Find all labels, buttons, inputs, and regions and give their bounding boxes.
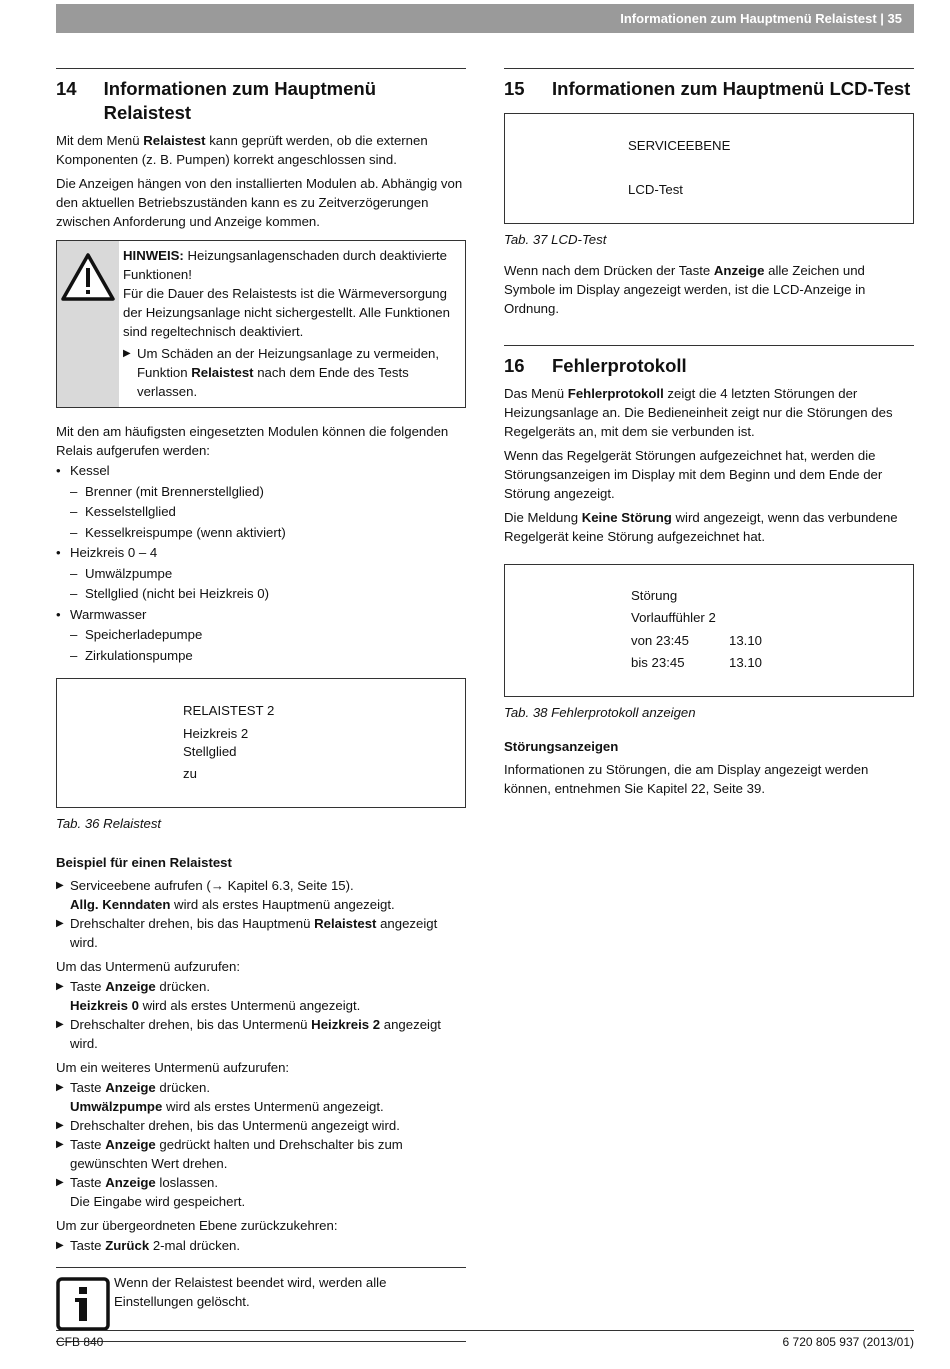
table-caption-37: Tab. 37 LCD-Test: [504, 232, 607, 247]
section-number: 16: [504, 355, 525, 376]
display-text-2: Vorlauffühler 2: [631, 610, 716, 625]
header-title: Informationen zum Hauptmenü Relaistest | 35: [620, 11, 902, 26]
display-text-1: SERVICEEBENE: [628, 138, 731, 153]
stoerungsanzeigen-paragraph: Informationen zu Störungen, die am Display angezeigt werden können, entnehmen Sie Kapitel 22, Seite 39.: [504, 762, 869, 796]
display-text-2: LCD-Test: [628, 182, 683, 197]
list-item: • Warmwasser: [56, 606, 147, 622]
display-von-label: von 23:45: [631, 633, 689, 648]
section-title: Informationen zum Hauptmenü LCD-Test: [552, 78, 911, 99]
section-title: Fehlerprotokoll: [552, 355, 687, 376]
list-subitem: – Kesselstellglied: [70, 504, 176, 519]
list-item: • Kessel: [56, 463, 110, 478]
section-15-heading: [504, 68, 914, 101]
list-subitem: – Stellglied (nicht bei Heizkreis 0): [70, 586, 269, 601]
step-5: ▶ Taste Anzeige drücken. Umwälzpumpe wird als erstes Untermenü angezeigt.: [56, 1079, 384, 1114]
fehler-paragraph-1: Das Menü Fehlerprotokoll zeigt die 4 letzten Störungen der Heizungsanlage an. Die Bedieneinheit zeigt nur die Störungen des Regelgeräts an, mit dem sie verbunden ist.: [504, 386, 893, 439]
display-text-2: Heizkreis 2: [183, 725, 249, 741]
hint-action: ▶ Um Schäden an der Heizungsanlage zu vermeiden, Funktion Relaistest nach dem Ende des Tests verlassen.: [123, 346, 440, 399]
display-text-1: Störung: [631, 588, 678, 603]
modules-paragraph: Die Anzeigen hängen von den installierten Modulen ab. Abhängig von den aktuellen Betriebszuständen kann es zu Zeitverzögerungen zwischen Anforderung und Anzeige kommen.: [56, 176, 463, 229]
submenu2-intro: Um ein weiteres Untermenü aufzurufen:: [56, 1059, 290, 1075]
step-1: ▶ Serviceebene aufrufen (→ Kapitel 6.3, Seite 15). Allg. Kenndaten wird als erstes Hauptmenü angezeigt.: [56, 877, 395, 912]
info-text: Wenn der Relaistest beendet wird, werden alle Einstellungen gelöscht.: [114, 1274, 387, 1309]
step-6: ▶ Drehschalter drehen, bis das Untermenü angezeigt wird.: [56, 1117, 400, 1133]
table-caption-38: Tab. 38 Fehlerprotokoll anzeigen: [504, 705, 696, 720]
step-4: ▶ Drehschalter drehen, bis das Untermenü Heizkreis 2 angezeigt wird.: [56, 1016, 441, 1051]
example-heading: Beispiel für einen Relaistest: [56, 854, 232, 870]
back-intro: Um zur übergeordneten Ebene zurückzukehren:: [56, 1217, 338, 1233]
submenu-intro: Um das Untermenü aufzurufen:: [56, 958, 240, 974]
display-von-date: 13.10: [729, 633, 763, 648]
section-number: 15: [504, 78, 525, 99]
warning-triangle-icon: [60, 251, 116, 407]
step-8: ▶ Taste Anzeige loslassen. Die Eingabe wird gespeichert.: [56, 1174, 246, 1209]
list-subitem: – Brenner (mit Brennerstellglied): [70, 483, 264, 499]
section-title: Informationen zum Hauptmenü Relaistest: [103, 78, 377, 123]
page-header: [56, 4, 914, 33]
display-text-3: Stellglied: [183, 743, 237, 759]
intro-paragraph: Mit dem Menü Relaistest kann geprüft werden, ob die externen Komponenten (z. B. Pumpen) korrekt angeschlossen sind.: [56, 133, 428, 167]
step-2: ▶ Drehschalter drehen, bis das Hauptmenü Relaistest angezeigt wird.: [56, 915, 438, 950]
right-column: [504, 68, 914, 803]
relais-intro: Mit den am häufigsten eingesetzten Modulen können die folgenden Relais aufgerufen werden:: [56, 424, 449, 458]
table-caption-36: Tab. 36 Relaistest: [56, 815, 162, 831]
hint-icon-column: [57, 241, 119, 407]
page-footer: [56, 1330, 914, 1352]
footer-left: CFB 840: [56, 1335, 104, 1349]
fehlerprotokoll-display: [504, 564, 914, 697]
hint-title: HINWEIS: Heizungsanlagenschaden durch deaktivierte Funktionen!: [123, 248, 448, 282]
hint-box: [56, 240, 466, 408]
step-7: ▶ Taste Anzeige gedrückt halten und Drehschalter bis zum gewünschten Wert drehen.: [56, 1136, 403, 1171]
left-column: [56, 68, 466, 1342]
footer-right: 6 720 805 937 (2013/01): [782, 1335, 914, 1349]
fehler-paragraph-2: Wenn das Regelgerät Störungen aufgezeichnet hat, werden die Störungsanzeigen im Display mit dem Beginn und dem Ende der Störung angezeigt.: [504, 448, 883, 501]
display-text-4: zu: [183, 765, 197, 781]
display-bis-date: 13.10: [729, 655, 763, 670]
action-arrow-icon: ▶: [123, 348, 131, 359]
list-subitem: – Umwälzpumpe: [70, 565, 173, 581]
display-bis-label: bis 23:45: [631, 655, 685, 670]
step-3: ▶ Taste Anzeige drücken. Heizkreis 0 wird als erstes Untermenü angezeigt.: [56, 978, 361, 1013]
stoerungsanzeigen-heading: Störungsanzeigen: [504, 739, 619, 754]
relaistest-display: [56, 678, 466, 808]
relais-list: [56, 461, 466, 665]
section-14-heading: [56, 68, 466, 125]
hint-text: Für die Dauer des Relaistests ist die Wärmeversorgung der Heizungsanlage nicht sichergestellt. Alle Funktionen sind regeltechnisch deaktiviert.: [123, 286, 450, 339]
list-subitem: – Zirkulationspumpe: [70, 647, 193, 663]
lcd-paragraph: Wenn nach dem Drücken der Taste Anzeige alle Zeichen und Symbole im Display angezeigt werden, ist die LCD-Anzeige in Ordnung.: [504, 263, 866, 316]
list-item: • Heizkreis 0 – 4: [56, 545, 158, 560]
step-9: ▶ Taste Zurück 2-mal drücken.: [56, 1237, 241, 1253]
list-subitem: – Kesselkreispumpe (wenn aktiviert): [70, 524, 286, 540]
list-subitem: – Speicherladepumpe: [70, 627, 203, 642]
section-number: 14: [56, 78, 77, 99]
section-16-heading: [504, 345, 914, 378]
display-text-1: RELAISTEST 2: [183, 702, 275, 718]
lcd-test-display: [504, 113, 914, 224]
fehler-paragraph-3: Die Meldung Keine Störung wird angezeigt, wenn das verbundene Regelgerät keine Störung aufgezeichnet hat.: [504, 510, 898, 544]
